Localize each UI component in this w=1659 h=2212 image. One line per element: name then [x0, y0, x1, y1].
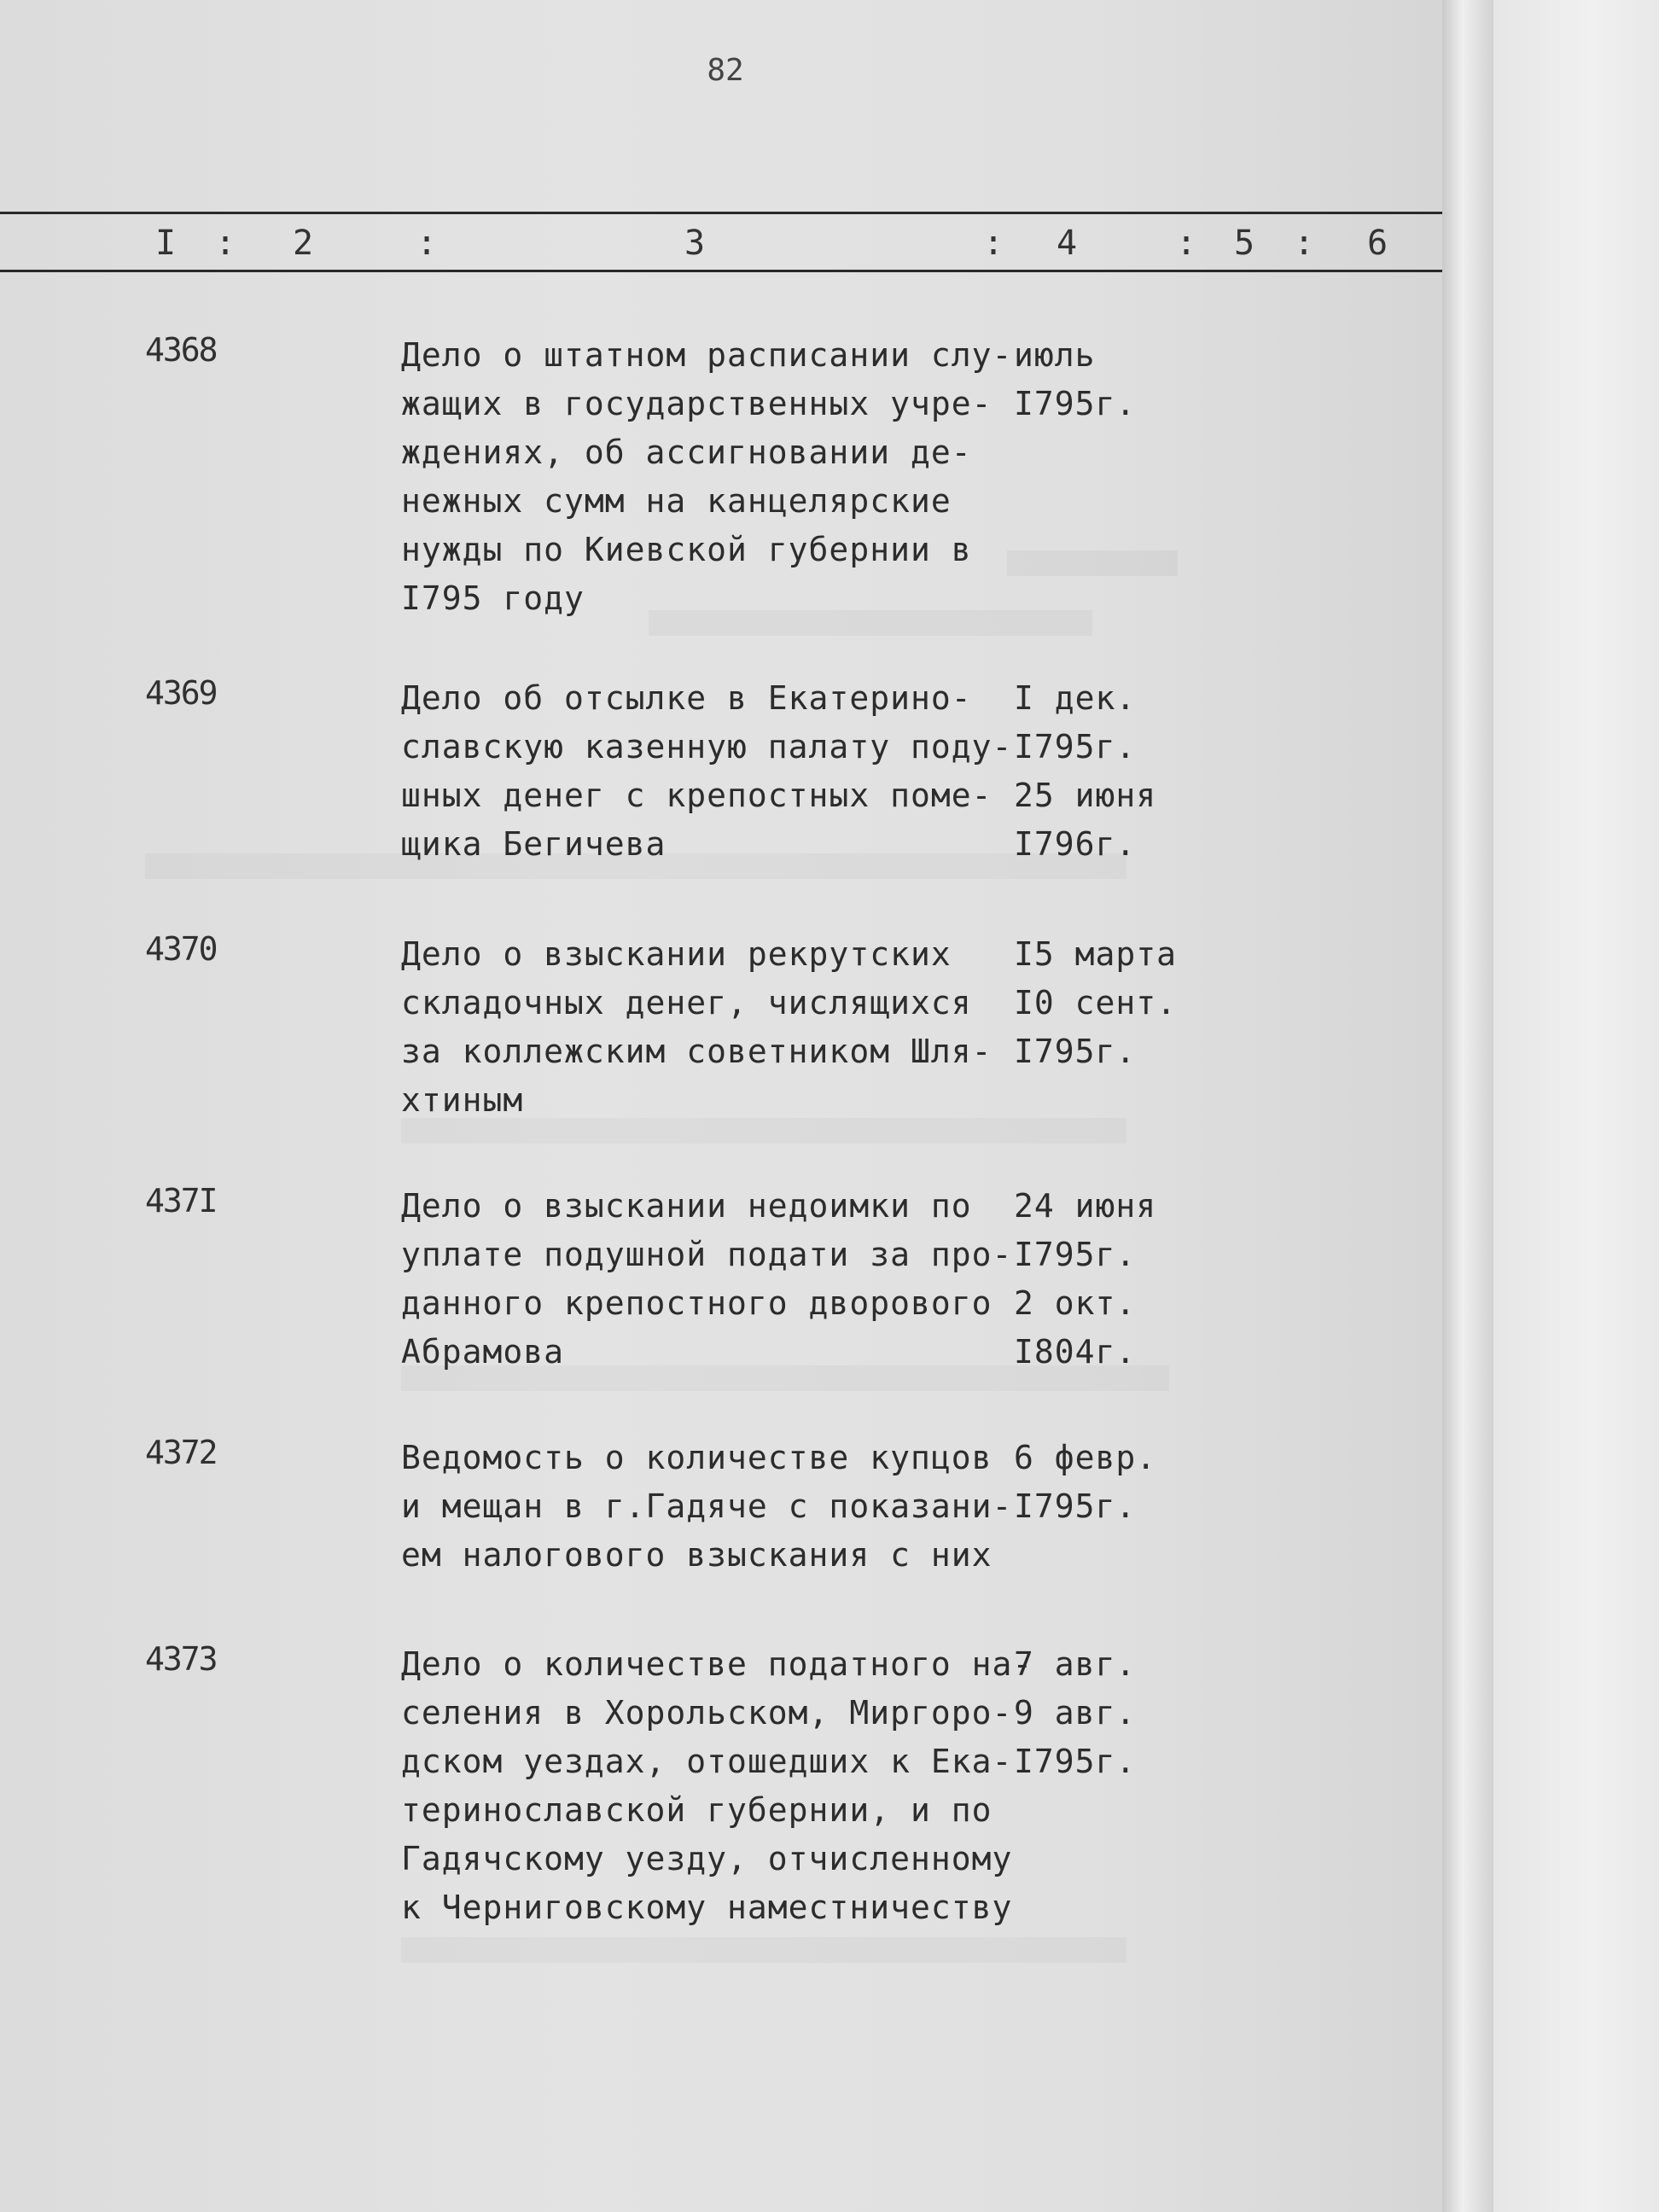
date-line: I804г. [1014, 1333, 1137, 1371]
entry-description [401, 1434, 1016, 1580]
date-line: 6 февр. [1014, 1439, 1157, 1476]
entry-description [401, 331, 1016, 623]
column-header-6: 6 [1367, 224, 1388, 263]
column-header-4: 4 [1057, 224, 1078, 263]
description-line: Дело о взыскании рекрутских [401, 935, 952, 973]
background-strip [1493, 0, 1659, 2212]
date-line: 2 окт. [1014, 1284, 1137, 1322]
description-line: данного крепостного дворового [401, 1284, 992, 1322]
entry-dates [1014, 1182, 1156, 1377]
description-line: Дело об отсылке в Екатерино- [401, 679, 972, 717]
column-separator: : [416, 224, 438, 263]
description-line: теринославской губернии, и по [401, 1791, 992, 1829]
header-rule-bottom [0, 270, 1442, 272]
date-line: 9 авг. [1014, 1694, 1137, 1732]
entry-description [401, 930, 1016, 1125]
description-line: шных денег с крепостных поме- [401, 777, 992, 814]
description-line: складочных денег, числящихся [401, 984, 972, 1022]
date-line: I795г. [1014, 1743, 1137, 1780]
bleed-through-mark [1007, 550, 1178, 576]
column-header-1: I [155, 224, 177, 263]
page-number: 82 [707, 53, 744, 88]
date-line: 24 июня [1014, 1187, 1157, 1225]
description-line: к Черниговскому наместничеству [401, 1889, 1013, 1926]
entry-number: 4373 [145, 1640, 217, 1678]
date-line: I795г. [1014, 1033, 1137, 1070]
description-line: Дело о количестве податного на- [401, 1645, 1033, 1683]
entry-number: 4369 [145, 674, 217, 712]
entry-dates [1014, 930, 1177, 1076]
column-header-2: 2 [293, 224, 314, 263]
description-line: и мещан в г.Гадяче с показани- [401, 1487, 1013, 1525]
description-line: нежных сумм на канцелярские [401, 482, 952, 520]
page-edge [1442, 0, 1493, 2212]
entry-number: 437I [145, 1182, 217, 1220]
description-line: уплате подушной подати за про- [401, 1236, 1013, 1273]
entry-number: 4368 [145, 331, 217, 369]
date-line: I795г. [1014, 385, 1137, 422]
header-rule-top [0, 212, 1442, 214]
entry-number: 4372 [145, 1434, 217, 1471]
column-separator: : [1176, 224, 1197, 263]
date-line: I796г. [1014, 825, 1137, 863]
entry-dates [1014, 1640, 1136, 1786]
entry-dates [1014, 331, 1136, 428]
description-line: Ведомость о количестве купцов [401, 1439, 992, 1476]
bleed-through-mark [401, 1937, 1126, 1963]
entry-dates [1014, 674, 1156, 869]
description-line: славскую казенную палату поду- [401, 728, 1013, 765]
entry-dates [1014, 1434, 1156, 1531]
entry-description [401, 1182, 1016, 1377]
column-separator: : [215, 224, 236, 263]
date-line: I5 марта [1014, 935, 1178, 973]
date-line: 25 июня [1014, 777, 1157, 814]
date-line: I дек. [1014, 679, 1137, 717]
date-line: I795г. [1014, 1487, 1137, 1525]
description-line: за коллежским советником Шля- [401, 1033, 992, 1070]
column-header-5: 5 [1234, 224, 1255, 263]
description-line: I795 году [401, 579, 585, 617]
date-line: I0 сент. [1014, 984, 1178, 1022]
date-line: 7 авг. [1014, 1645, 1137, 1683]
description-line: щика Бегичева [401, 825, 667, 863]
description-line: ждениях, об ассигновании де- [401, 434, 972, 471]
description-line: нужды по Киевской губернии в [401, 531, 972, 568]
entry-description [401, 674, 1016, 869]
description-line: селения в Хорольском, Миргоро- [401, 1694, 1013, 1732]
description-line: ем налогового взыскания с них [401, 1536, 992, 1574]
description-line: Дело о взыскании недоимки по [401, 1187, 972, 1225]
entry-number: 4370 [145, 930, 217, 968]
description-line: жащих в государственных учре- [401, 385, 992, 422]
date-line: июль [1014, 336, 1096, 374]
column-header-3: 3 [684, 224, 706, 263]
description-line: дском уездах, отошедших к Ека- [401, 1743, 1013, 1780]
description-line: хтиным [401, 1081, 524, 1119]
description-line: Гадячскому уезду, отчисленному [401, 1840, 1013, 1877]
column-separator: : [1294, 224, 1315, 263]
date-line: I795г. [1014, 728, 1137, 765]
date-line: I795г. [1014, 1236, 1137, 1273]
description-line: Абрамова [401, 1333, 565, 1371]
description-line: Дело о штатном расписании слу- [401, 336, 1013, 374]
entry-description [401, 1640, 1033, 1932]
column-separator: : [983, 224, 1004, 263]
